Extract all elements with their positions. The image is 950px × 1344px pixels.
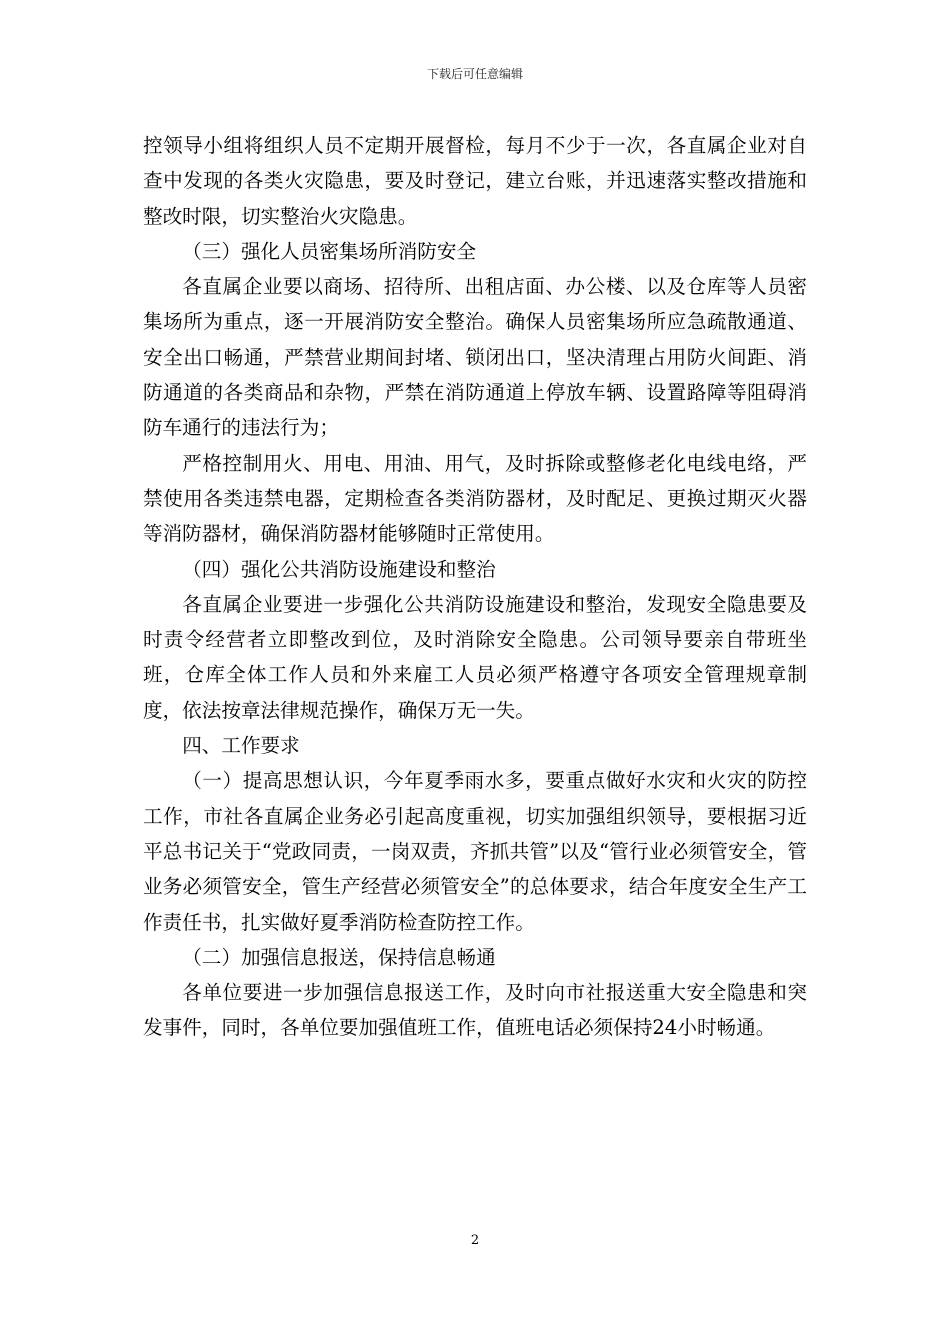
section-heading: 四、工作要求	[182, 734, 300, 758]
page-number: 2	[470, 1233, 480, 1248]
section-heading: （四）强化公共消防设施建设和整治	[182, 557, 496, 581]
page-header: 下载后可任意编辑	[426, 67, 523, 81]
section-heading: （三）强化人员密集场所消防安全	[182, 239, 477, 263]
paragraph: 各单位要进一步加强信息报送工作，及时向市社报送重大安全隐患和突发事件，同时，各单位要加强值班工作，值班电话必须保持24小时畅通。	[143, 981, 807, 1040]
paragraph: （一）提高思想认识，今年夏季雨水多，要重点做好水灾和火灾的防控工作，市社各直属企业务必引起高度重视，切实加强组织领导，要根据习近平总书记关于“党政同责，一岗双责，齐抓共管”以及“管行业必须管安全，管业务必须管安全，管生产经营必须管安全”的总体要求，结合年度安全生产工作责任书，扎实做好夏季消防检查防控工作。	[143, 769, 807, 934]
paragraph: 各直属企业要进一步强化公共消防设施建设和整治，发现安全隐患要及时责令经营者立即整改到位，及时消除安全隐患。公司领导要亲自带班坐班，仓库全体工作人员和外来雇工人员必须严格遵守各项安全管理规章制度，依法按章法律规范操作，确保万无一失。	[143, 592, 807, 722]
section-heading: （二）加强信息报送，保持信息畅通	[182, 945, 496, 969]
paragraph: 严格控制用火、用电、用油、用气，及时拆除或整修老化电线电络，严禁使用各类违禁电器，定期检查各类消防器材，及时配足、更换过期灭火器等消防器材，确保消防器材能够随时正常使用。	[143, 451, 807, 546]
paragraph: 各直属企业要以商场、招待所、出租店面、办公楼、以及仓库等人员密集场所为重点，逐一开展消防安全整治。确保人员密集场所应急疏散通道、安全出口畅通，严禁营业期间封堵、锁闭出口，坚决清理占用防火间距、消防通道的各类商品和杂物，严禁在消防通道上停放车辆、设置路障等阻碍消防车通行的违法行为；	[143, 275, 807, 440]
document-body	[143, 128, 807, 1046]
paragraph: 控领导小组将组织人员不定期开展督检，每月不少于一次，各直属企业对自查中发现的各类火灾隐患，要及时登记，建立台账，并迅速落实整改措施和整改时限，切实整治火灾隐患。	[143, 134, 807, 228]
